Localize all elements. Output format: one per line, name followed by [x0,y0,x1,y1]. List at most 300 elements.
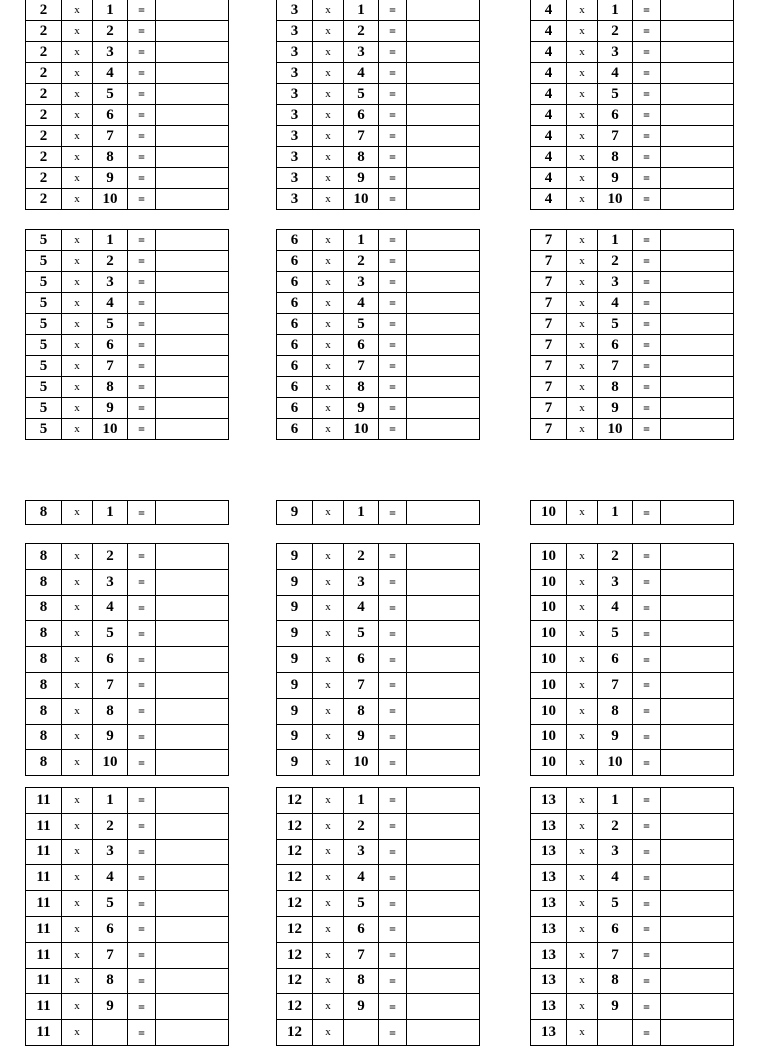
answer-cell[interactable] [661,839,734,865]
answer-cell[interactable] [156,21,229,42]
table-row [531,105,734,126]
table-row [531,544,734,570]
multiplicand-cell: 11 [26,942,62,968]
answer-cell[interactable] [661,647,734,673]
table-row [531,189,734,210]
answer-cell[interactable] [661,994,734,1020]
answer-cell[interactable] [661,126,734,147]
answer-cell[interactable] [156,813,229,839]
answer-cell[interactable] [407,916,480,942]
answer-cell[interactable] [407,724,480,750]
multiplicand-cell: 10 [531,621,567,647]
answer-cell[interactable] [407,189,480,210]
answer-cell[interactable] [661,21,734,42]
answer-cell[interactable] [661,272,734,293]
answer-cell[interactable] [156,42,229,63]
multiplier-cell: 10 [598,750,633,776]
multiplicand-cell: 5 [26,335,62,356]
answer-cell[interactable] [661,698,734,724]
multiplicand-cell: 13 [531,994,567,1020]
answer-cell[interactable] [156,314,229,335]
answer-cell[interactable] [661,377,734,398]
equals-symbol: = [633,1020,661,1046]
equals-symbol: = [633,335,661,356]
multiplicand-cell: 6 [277,398,313,419]
answer-cell[interactable] [661,105,734,126]
equals-symbol: = [633,21,661,42]
times-symbol: x [62,994,93,1020]
answer-cell[interactable] [661,968,734,994]
times-symbol: x [62,544,93,570]
multiplicand-cell: 2 [26,0,62,21]
equals-symbol: = [379,813,407,839]
answer-cell[interactable] [407,398,480,419]
multiplicand-cell: 5 [26,293,62,314]
table-row [26,356,229,377]
table-row [531,501,734,525]
answer-cell[interactable] [156,647,229,673]
times-table [276,500,480,525]
multiplicand-cell: 6 [277,377,313,398]
equals-symbol: = [633,698,661,724]
answer-cell[interactable] [156,595,229,621]
equals-symbol: = [128,63,156,84]
answer-cell[interactable] [661,891,734,917]
answer-cell[interactable] [156,788,229,814]
answer-cell[interactable] [661,335,734,356]
answer-cell[interactable] [156,147,229,168]
answer-cell[interactable] [661,501,734,525]
answer-cell[interactable] [407,865,480,891]
times-symbol: x [62,147,93,168]
multiplier-cell: 5 [598,84,633,105]
times-symbol: x [313,788,344,814]
multiplicand-cell: 3 [277,189,313,210]
answer-cell[interactable] [156,398,229,419]
multiplier-cell: 9 [598,994,633,1020]
multiplier-cell: 2 [598,813,633,839]
equals-symbol: = [128,994,156,1020]
multiplicand-cell: 6 [277,419,313,440]
answer-cell[interactable] [661,621,734,647]
equals-symbol: = [128,105,156,126]
times-symbol: x [567,0,598,21]
equals-symbol: = [379,647,407,673]
times-symbol: x [567,750,598,776]
answer-cell[interactable] [661,230,734,251]
multiplier-cell: 4 [344,63,379,84]
table-row [26,672,229,698]
multiplicand-cell: 7 [531,314,567,335]
table-row [531,147,734,168]
multiplicand-cell: 7 [531,356,567,377]
answer-cell[interactable] [156,168,229,189]
table-row [277,84,480,105]
equals-symbol: = [128,377,156,398]
table-row [531,168,734,189]
answer-cell[interactable] [407,356,480,377]
multiplicand-cell: 6 [277,230,313,251]
times-symbol: x [62,569,93,595]
answer-cell[interactable] [156,356,229,377]
times-symbol: x [62,813,93,839]
table-row [26,251,229,272]
answer-cell[interactable] [156,891,229,917]
equals-symbol: = [379,544,407,570]
multiplicand-cell: 3 [277,147,313,168]
multiplicand-cell: 5 [26,314,62,335]
answer-cell[interactable] [661,356,734,377]
multiplicand-cell: 9 [277,595,313,621]
table-row [26,189,229,210]
answer-cell[interactable] [661,189,734,210]
answer-cell[interactable] [407,750,480,776]
answer-cell[interactable] [661,42,734,63]
equals-symbol: = [379,595,407,621]
answer-cell[interactable] [661,251,734,272]
table-row [26,698,229,724]
multiplier-cell: 10 [93,419,128,440]
times-symbol: x [567,942,598,968]
times-symbol: x [567,147,598,168]
times-symbol: x [62,647,93,673]
answer-cell[interactable] [156,839,229,865]
multiplier-cell: 9 [93,398,128,419]
answer-cell[interactable] [156,272,229,293]
answer-cell[interactable] [407,419,480,440]
answer-cell[interactable] [407,647,480,673]
answer-cell[interactable] [407,377,480,398]
multiplicand-cell: 4 [531,84,567,105]
answer-cell[interactable] [407,147,480,168]
answer-cell[interactable] [407,126,480,147]
equals-symbol: = [379,698,407,724]
answer-cell[interactable] [661,595,734,621]
multiplier-cell: 6 [344,105,379,126]
equals-symbol: = [128,230,156,251]
times-symbol: x [313,419,344,440]
multiplier-cell: 4 [93,293,128,314]
answer-cell[interactable] [407,621,480,647]
answer-cell[interactable] [156,0,229,21]
multiplicand-cell: 11 [26,916,62,942]
times-symbol: x [567,356,598,377]
multiplicand-cell: 9 [277,750,313,776]
answer-cell[interactable] [156,994,229,1020]
answer-cell[interactable] [407,891,480,917]
multiplier-cell: 1 [598,788,633,814]
multiplier-cell: 1 [344,230,379,251]
answer-cell[interactable] [407,788,480,814]
answer-cell[interactable] [661,419,734,440]
multiplier-cell: 8 [344,377,379,398]
equals-symbol: = [379,63,407,84]
equals-symbol: = [128,398,156,419]
multiplier-cell: 4 [93,595,128,621]
multiplier-cell: 8 [344,698,379,724]
answer-cell[interactable] [661,84,734,105]
table-row [277,21,480,42]
answer-cell[interactable] [407,968,480,994]
multiplicand-cell: 11 [26,994,62,1020]
table-row [531,63,734,84]
answer-cell[interactable] [156,377,229,398]
multiplier-cell: 7 [93,942,128,968]
table-row [26,916,229,942]
times-symbol: x [313,230,344,251]
multiplicand-cell: 7 [531,419,567,440]
answer-cell[interactable] [156,968,229,994]
times-symbol: x [567,105,598,126]
table-row [277,230,480,251]
multiplier-cell: 4 [598,63,633,84]
answer-cell[interactable] [407,994,480,1020]
times-symbol: x [62,377,93,398]
equals-symbol: = [379,839,407,865]
answer-cell[interactable] [407,501,480,525]
times-symbol: x [567,251,598,272]
multiplier-cell: 8 [344,147,379,168]
times-symbol: x [567,569,598,595]
answer-cell[interactable] [661,168,734,189]
table-row [26,0,229,21]
answer-cell[interactable] [407,168,480,189]
table-row [26,377,229,398]
times-symbol: x [313,621,344,647]
table-row [26,168,229,189]
times-symbol: x [62,672,93,698]
answer-cell[interactable] [156,419,229,440]
times-symbol: x [62,621,93,647]
equals-symbol: = [379,293,407,314]
multiplicand-cell: 12 [277,839,313,865]
answer-cell[interactable] [156,621,229,647]
times-symbol: x [567,595,598,621]
equals-symbol: = [379,621,407,647]
multiplier-cell: 9 [344,724,379,750]
answer-cell[interactable] [661,314,734,335]
multiplier-cell: 1 [598,230,633,251]
multiplier-cell: 2 [598,251,633,272]
equals-symbol: = [128,126,156,147]
answer-cell[interactable] [156,865,229,891]
answer-cell[interactable] [407,672,480,698]
answer-cell[interactable] [407,0,480,21]
multiplier-cell: 8 [598,377,633,398]
table-row [277,293,480,314]
table-row [26,750,229,776]
times-symbol: x [567,647,598,673]
answer-cell[interactable] [661,813,734,839]
multiplier-cell: 8 [598,968,633,994]
multiplicand-cell: 8 [26,750,62,776]
answer-cell[interactable] [661,147,734,168]
multiplicand-cell: 4 [531,126,567,147]
answer-cell[interactable] [156,672,229,698]
multiplier-cell: 3 [598,569,633,595]
table-row [531,419,734,440]
multiplicand-cell: 11 [26,813,62,839]
answer-cell[interactable] [661,544,734,570]
equals-symbol: = [128,916,156,942]
multiplier-cell: 2 [598,21,633,42]
multiplicand-cell: 6 [277,335,313,356]
answer-cell[interactable] [407,105,480,126]
equals-symbol: = [379,0,407,21]
multiplier-cell: 6 [598,647,633,673]
answer-cell[interactable] [661,942,734,968]
multiplicand-cell: 6 [277,272,313,293]
times-symbol: x [567,865,598,891]
table-row [26,621,229,647]
table-row [531,672,734,698]
table-row [26,335,229,356]
answer-cell[interactable] [661,750,734,776]
answer-cell[interactable] [661,724,734,750]
times-symbol: x [567,891,598,917]
times-symbol: x [567,1020,598,1046]
multiplicand-cell: 2 [26,189,62,210]
times-symbol: x [567,230,598,251]
answer-cell[interactable] [661,788,734,814]
table-row [277,569,480,595]
times-symbol: x [62,168,93,189]
times-symbol: x [567,724,598,750]
table-row [26,813,229,839]
multiplier-cell: 3 [93,839,128,865]
times-symbol: x [567,968,598,994]
answer-cell[interactable] [407,63,480,84]
multiplier-cell: 7 [344,942,379,968]
equals-symbol: = [379,272,407,293]
answer-cell[interactable] [156,544,229,570]
times-symbol: x [62,84,93,105]
answer-cell[interactable] [156,501,229,525]
equals-symbol: = [128,189,156,210]
multiplier-cell: 1 [93,230,128,251]
multiplier-cell: 5 [598,314,633,335]
answer-cell[interactable] [661,916,734,942]
answer-cell[interactable] [407,595,480,621]
multiplier-cell: 7 [344,672,379,698]
equals-symbol: = [379,147,407,168]
answer-cell[interactable] [156,942,229,968]
answer-cell[interactable] [407,314,480,335]
answer-cell[interactable] [407,230,480,251]
table-row [531,356,734,377]
answer-cell[interactable] [407,839,480,865]
table-row [531,398,734,419]
multiplicand-cell: 12 [277,865,313,891]
answer-cell[interactable] [661,672,734,698]
table-row [531,891,734,917]
answer-cell[interactable] [156,698,229,724]
times-table [276,0,480,210]
answer-cell[interactable] [156,724,229,750]
times-symbol: x [313,569,344,595]
equals-symbol: = [633,724,661,750]
multiplier-cell: 10 [344,750,379,776]
multiplicand-cell: 3 [277,105,313,126]
answer-cell[interactable] [407,698,480,724]
answer-cell[interactable] [156,750,229,776]
answer-cell[interactable] [661,398,734,419]
times-table [25,0,229,210]
answer-cell[interactable] [407,813,480,839]
times-symbol: x [313,84,344,105]
equals-symbol: = [633,42,661,63]
answer-cell[interactable] [156,230,229,251]
times-table [276,543,480,776]
answer-cell[interactable] [156,84,229,105]
multiplicand-cell: 13 [531,916,567,942]
answer-cell[interactable] [661,63,734,84]
times-symbol: x [62,21,93,42]
table-row [277,314,480,335]
answer-cell[interactable] [407,21,480,42]
answer-cell[interactable] [407,272,480,293]
times-symbol: x [313,1020,344,1046]
table-row [277,356,480,377]
answer-cell[interactable] [156,63,229,84]
answer-cell[interactable] [407,293,480,314]
multiplicand-cell: 3 [277,63,313,84]
answer-cell[interactable] [661,0,734,21]
answer-cell[interactable] [407,335,480,356]
multiplier-cell: 6 [344,335,379,356]
multiplier-cell: 3 [344,569,379,595]
answer-cell[interactable] [156,335,229,356]
answer-cell[interactable] [661,569,734,595]
answer-cell[interactable] [407,544,480,570]
table-row [26,230,229,251]
table-row [277,916,480,942]
table-row [277,105,480,126]
answer-cell[interactable] [661,865,734,891]
answer-cell[interactable] [156,916,229,942]
multiplier-cell: 1 [93,501,128,525]
answer-cell[interactable] [407,569,480,595]
answer-cell[interactable] [156,251,229,272]
answer-cell[interactable] [407,42,480,63]
answer-cell[interactable] [661,293,734,314]
answer-cell[interactable] [156,569,229,595]
answer-cell[interactable] [407,942,480,968]
answer-cell[interactable] [407,84,480,105]
answer-cell[interactable] [156,126,229,147]
answer-cell[interactable] [156,293,229,314]
table-row [531,569,734,595]
table-row [277,788,480,814]
table-row [531,698,734,724]
table-row [277,147,480,168]
multiplier-cell: 1 [93,788,128,814]
table-row [531,21,734,42]
answer-cell[interactable] [407,251,480,272]
equals-symbol: = [128,968,156,994]
multiplicand-cell: 5 [26,272,62,293]
times-symbol: x [567,42,598,63]
multiplicand-cell: 6 [277,356,313,377]
table-row [26,994,229,1020]
times-table [530,787,734,1046]
multiplicand-cell: 7 [531,335,567,356]
multiplicand-cell: 12 [277,994,313,1020]
answer-cell[interactable] [156,189,229,210]
multiplicand-cell: 13 [531,891,567,917]
answer-cell[interactable] [156,105,229,126]
table-row [277,419,480,440]
